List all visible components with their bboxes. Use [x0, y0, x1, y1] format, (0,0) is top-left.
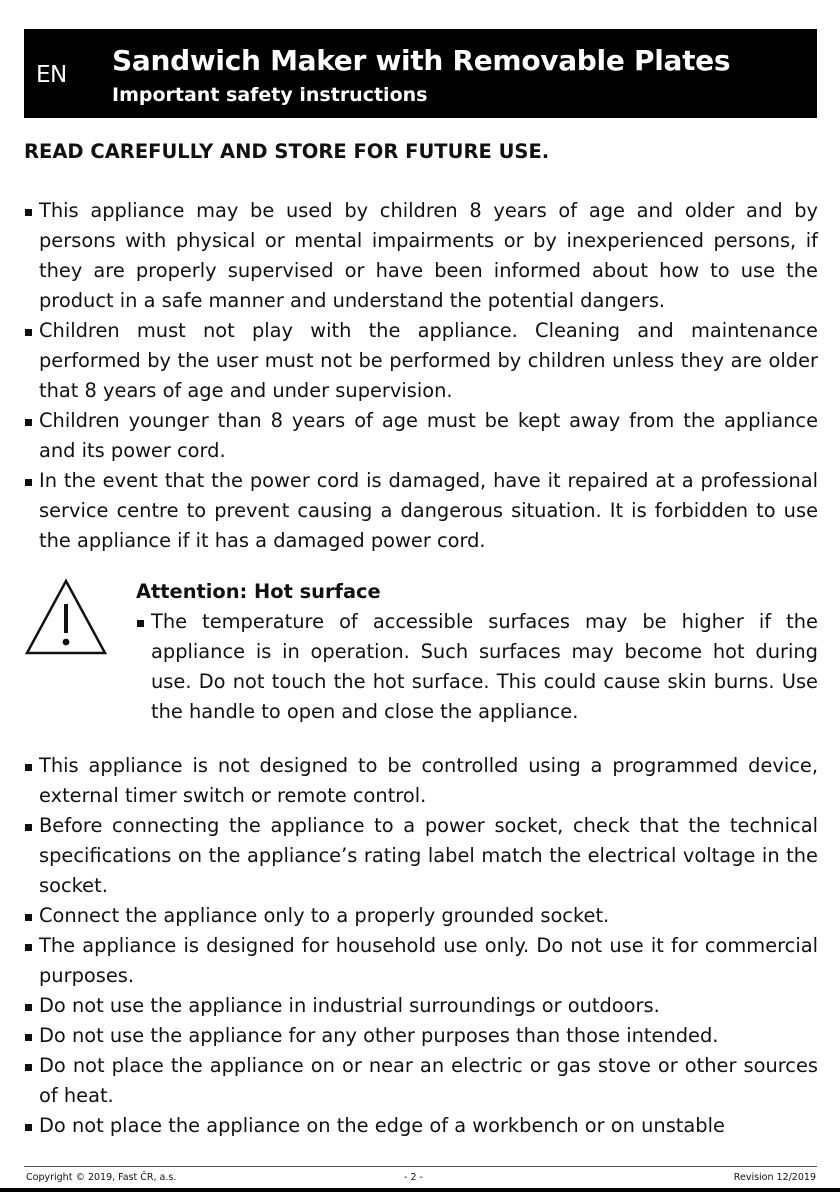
footer-page-number: - 2 - [404, 1172, 423, 1183]
attention-hot-surface [24, 578, 818, 728]
list-item: Do not use the appliance in industrial surroundings or outdoors. [24, 991, 818, 1021]
document-subtitle: Important safety instructions [112, 84, 428, 106]
attention-title: Attention: Hot surface [136, 580, 381, 603]
list-item: The appliance is designed for household use only. Do not use it for commercial purposes. [24, 931, 818, 991]
list-item: The temperature of accessible surfaces may be higher if the appliance is in operation. Such surfaces may become hot during use. Do not touch the hot surface. This could cause skin burns. Use the handle to open and close the appliance. [136, 607, 818, 727]
bottom-rule [0, 1188, 840, 1192]
safety-list-bottom [24, 751, 818, 1141]
language-code: EN [36, 62, 67, 88]
read-carefully-notice: READ CAREFULLY AND STORE FOR FUTURE USE. [24, 140, 550, 163]
list-item: This appliance may be used by children 8 years of age and older and by persons with physical or mental impairments or by inexperienced persons, if they are properly supervised or have been informed about how to use the product in a safe manner and understand the potential dangers. [24, 196, 818, 316]
warning-triangle-icon [24, 578, 108, 656]
list-item: Before connecting the appliance to a power socket, check that the technical specifications on the appliance’s rating label match the electrical voltage in the socket. [24, 811, 818, 901]
footer-copyright: Copyright © 2019, Fast ČR, a.s. [26, 1172, 177, 1183]
list-item: This appliance is not designed to be controlled using a programmed device, external timer switch or remote control. [24, 751, 818, 811]
list-item: Do not place the appliance on the edge of a workbench or on unstable [24, 1111, 818, 1141]
list-item: Do not use the appliance for any other purposes than those intended. [24, 1021, 818, 1051]
safety-list-top [24, 196, 818, 556]
attention-list [136, 607, 818, 727]
list-item: Children must not play with the appliance. Cleaning and maintenance performed by the user must not be performed by children unless they are older that 8 years of age and under supervision. [24, 316, 818, 406]
footer-divider [24, 1166, 817, 1167]
list-item: Do not place the appliance on or near an electric or gas stove or other sources of heat. [24, 1051, 818, 1111]
document-title: Sandwich Maker with Removable Plates [112, 44, 731, 77]
list-item: Children younger than 8 years of age must be kept away from the appliance and its power cord. [24, 406, 818, 466]
list-item: In the event that the power cord is damaged, have it repaired at a professional service centre to prevent causing a dangerous situation. It is forbidden to use the appliance if it has a damaged power cord. [24, 466, 818, 556]
footer-revision: Revision 12/2019 [733, 1172, 816, 1183]
list-item: Connect the appliance only to a properly grounded socket. [24, 901, 818, 931]
header-banner [24, 29, 817, 118]
